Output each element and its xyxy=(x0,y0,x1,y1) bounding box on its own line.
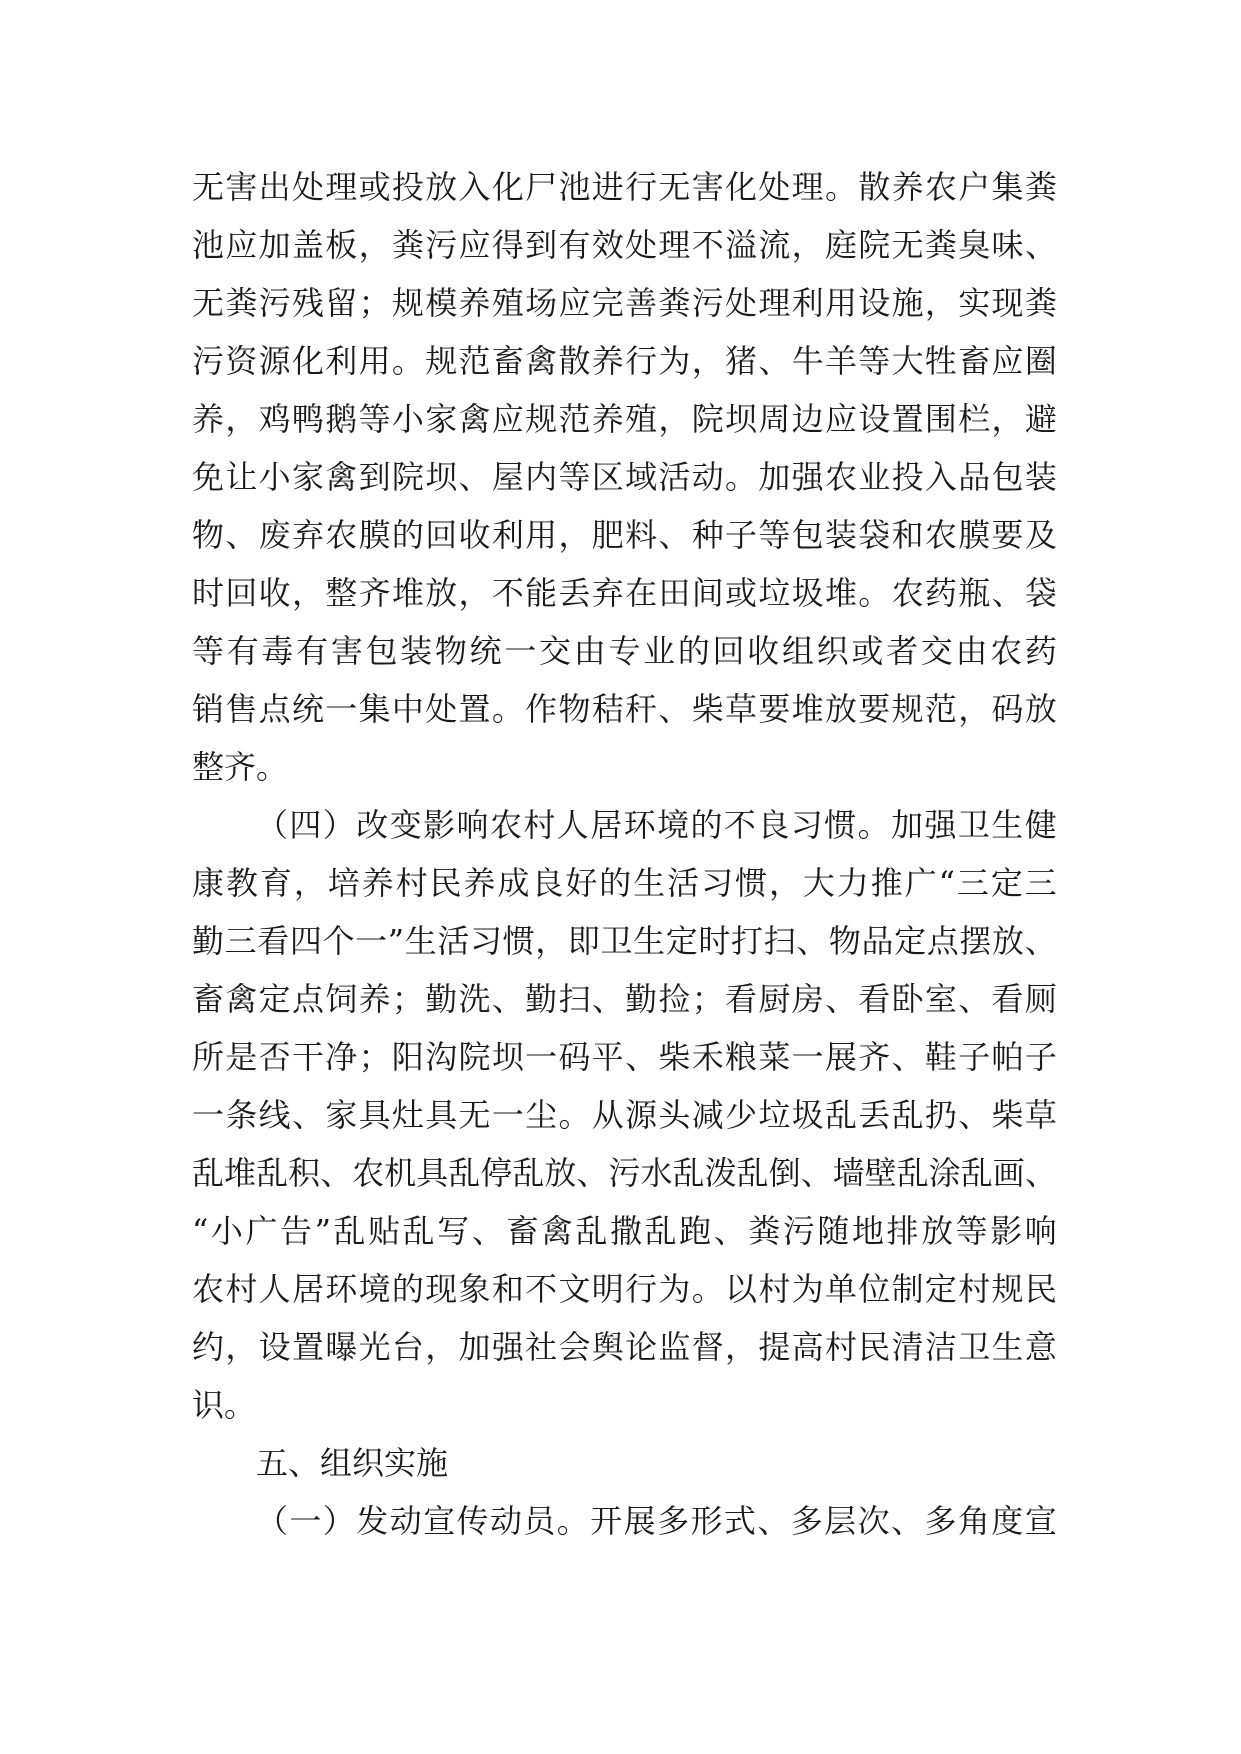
text-line-2: 池 应 加 盖 板 ， 粪 污 应 得 到 有 效 处 理 不 溢 流 ， 庭 院 无 粪 臭 味 、 xyxy=(192,226,1057,264)
subsection-heading-1: （ 一 ） 发 动 宣 传 动 员 。 开 展 多 形 式 、 多 层 次 、 多 角 度 宣 xyxy=(256,1502,1057,1540)
text-line-15: 畜 禽 定 点 饲 养 ； 勤 洗 、 勤 扫 、 勤 捡 ； 看 厨 房 、 看 卧 室 、 看 厕 xyxy=(192,980,1057,1018)
text-line-1: 无 害 出 处 理 或 投 放 入 化 尸 池 进 行 无 害 化 处 理 。 散 养 农 户 集 粪 xyxy=(192,168,1057,206)
text-line-11: 整齐。 xyxy=(192,748,289,786)
text-line-6: 免 让 小 家 禽 到 院 坝 、 屋 内 等 区 域 活 动 。 加 强 农 业 投 入 品 包 装 xyxy=(192,458,1057,496)
body-text xyxy=(192,158,1057,1550)
text-line-20: 农 村 人 居 环 境 的 现 象 和 不 文 明 行 为 。 以 村 为 单 位 制 定 村 规 民 xyxy=(192,1270,1057,1308)
text-line-21: 约 ， 设 置 曝 光 台 ， 加 强 社 会 舆 论 监 督 ， 提 高 村 民 清 洁 卫 生 意 xyxy=(192,1328,1057,1366)
text-line-7: 物 、 废 弃 农 膜 的 回 收 利 用 ， 肥 料 、 种 子 等 包 装 袋 和 农 膜 要 及 xyxy=(192,516,1057,554)
text-line-10: 销 售 点 统 一 集 中 处 置 。 作 物 秸 秆 、 柴 草 要 堆 放 要 规 范 ， 码 放 xyxy=(192,690,1057,728)
text-line-3: 无 粪 污 残 留 ； 规 模 养 殖 场 应 完 善 粪 污 处 理 利 用 设 施 ， 实 现 粪 xyxy=(192,284,1057,322)
text-line-4: 污 资 源 化 利 用 。 规 范 畜 禽 散 养 行 为 ， 猪 、 牛 羊 等 大 牲 畜 应 圈 xyxy=(192,342,1057,380)
text-line-17: 一 条 线 、 家 具 灶 具 无 一 尘 。 从 源 头 减 少 垃 圾 乱 丢 乱 扔 、 柴 草 xyxy=(192,1096,1057,1134)
text-line-9: 等 有 毒 有 害 包 装 物 统 一 交 由 专 业 的 回 收 组 织 或 者 交 由 农 药 xyxy=(192,632,1057,670)
text-line-22: 识。 xyxy=(192,1386,257,1424)
section-heading-5: 五、组织实施 xyxy=(256,1444,449,1482)
text-line-19: “ 小 广 告 ” 乱 贴 乱 写 、 畜 禽 乱 撒 乱 跑 、 粪 污 随 地 排 放 等 影 响 xyxy=(192,1212,1057,1250)
section-heading-4: （ 四 ） 改 变 影 响 农 村 人 居 环 境 的 不 良 习 惯 。 加 强 卫 生 健 xyxy=(256,806,1057,844)
text-line-18: 乱 堆 乱 积 、 农 机 具 乱 停 乱 放 、 污 水 乱 泼 乱 倒 、 墙 壁 乱 涂 乱 画 、 xyxy=(192,1154,1057,1192)
text-line-8: 时 回 收 ， 整 齐 堆 放 ， 不 能 丢 弃 在 田 间 或 垃 圾 堆 。 农 药 瓶 、 袋 xyxy=(192,574,1057,612)
text-line-5: 养 ， 鸡 鸭 鹅 等 小 家 禽 应 规 范 养 殖 ， 院 坝 周 边 应 设 置 围 栏 ， 避 xyxy=(192,400,1057,438)
text-line-16: 所 是 否 干 净 ； 阳 沟 院 坝 一 码 平 、 柴 禾 粮 菜 一 展 齐 、 鞋 子 帕 子 xyxy=(192,1038,1057,1076)
text-line-13: 康 教 育 ， 培 养 村 民 养 成 良 好 的 生 活 习 惯 ， 大 力 推 广 “ 三 定 三 xyxy=(192,864,1057,902)
text-line-14: 勤 三 看 四 个 一 ” 生 活 习 惯 ， 即 卫 生 定 时 打 扫 、 物 品 定 点 摆 放 、 xyxy=(192,922,1057,960)
